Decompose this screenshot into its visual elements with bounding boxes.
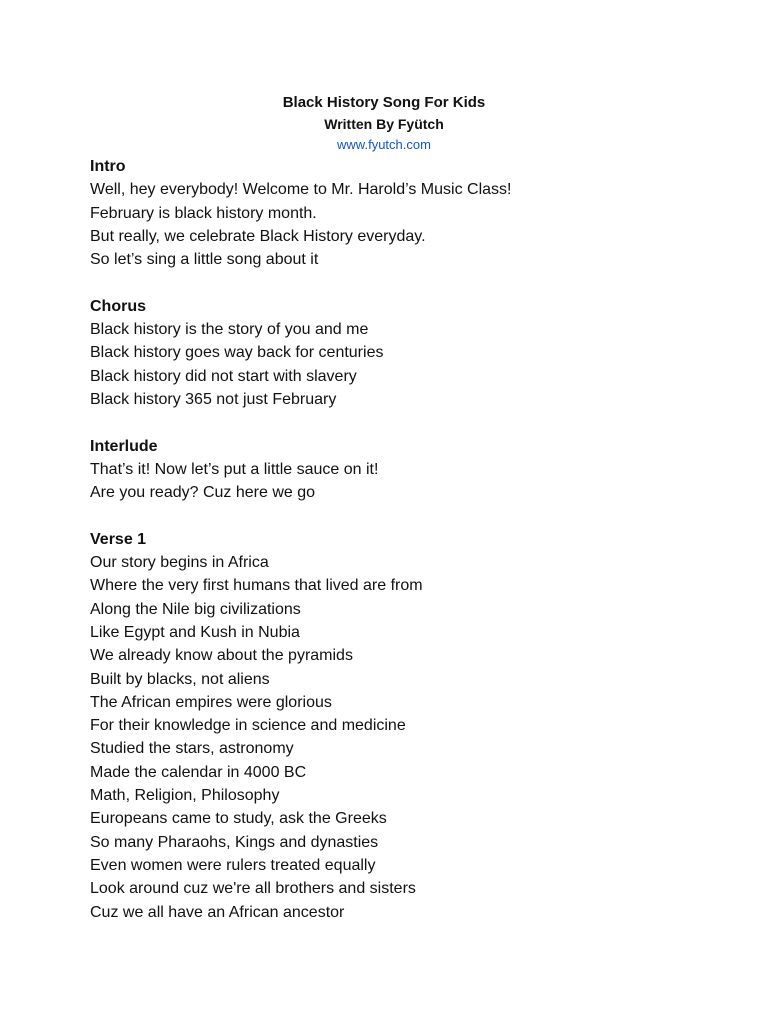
section-title: Verse 1 <box>90 530 147 548</box>
lyric-line: Even women were rulers treated equally <box>90 856 376 874</box>
lyric-line: So let’s sing a little song about it <box>90 251 319 269</box>
lyric-line: Well, hey everybody! Welcome to Mr. Harold’s Music Class! <box>90 181 512 199</box>
section-intro <box>90 155 730 271</box>
document-title: Black History Song For Kids <box>282 94 486 111</box>
lyric-line: But really, we celebrate Black History everyday. <box>90 227 426 245</box>
lyric-line: We already know about the pyramids <box>90 647 353 665</box>
lyric-line: Like Egypt and Kush in Nubia <box>90 623 300 641</box>
section-title: Interlude <box>90 437 158 455</box>
lyric-line: So many Pharaohs, Kings and dynasties <box>90 833 379 851</box>
lyric-line: Studied the stars, astronomy <box>90 740 294 758</box>
lyric-line: Europeans came to study, ask the Greeks <box>90 810 387 828</box>
lyric-line: February is black history month. <box>90 204 317 222</box>
lyric-line: Built by blacks, not aliens <box>90 670 270 688</box>
lyrics-body <box>90 155 730 924</box>
lyric-line: Are you ready? Cuz here we go <box>90 484 316 502</box>
website-link[interactable]: www.fyutch.com <box>337 137 431 152</box>
document-byline: Written By Fyütch <box>324 116 444 132</box>
lyric-line: That’s it! Now let’s put a little sauce on it! <box>90 460 379 478</box>
lyric-line: For their knowledge in science and medicine <box>90 717 406 735</box>
section-chorus <box>90 295 730 411</box>
lyric-line: The African empires were glorious <box>90 693 332 711</box>
lyric-line: Math, Religion, Philosophy <box>90 787 280 805</box>
lyric-line: Where the very first humans that lived are from <box>90 577 423 595</box>
lyric-line: Cuz we all have an African ancestor <box>90 903 345 921</box>
document-header <box>0 93 768 155</box>
section-title: Chorus <box>90 297 146 315</box>
lyric-line: Along the Nile big civilizations <box>90 600 301 618</box>
lyric-line: Black history goes way back for centuries <box>90 344 384 362</box>
section-interlude <box>90 435 730 505</box>
lyric-line: Black history 365 not just February <box>90 390 337 408</box>
lyric-line: Made the calendar in 4000 BC <box>90 763 307 781</box>
section-title: Intro <box>90 158 126 175</box>
section-verse-1 <box>90 528 730 924</box>
lyric-line: Black history is the story of you and me <box>90 321 369 339</box>
lyric-line: Black history did not start with slavery <box>90 367 357 385</box>
lyric-line: Our story begins in Africa <box>90 554 269 572</box>
lyric-line: Look around cuz we're all brothers and sisters <box>90 880 416 898</box>
